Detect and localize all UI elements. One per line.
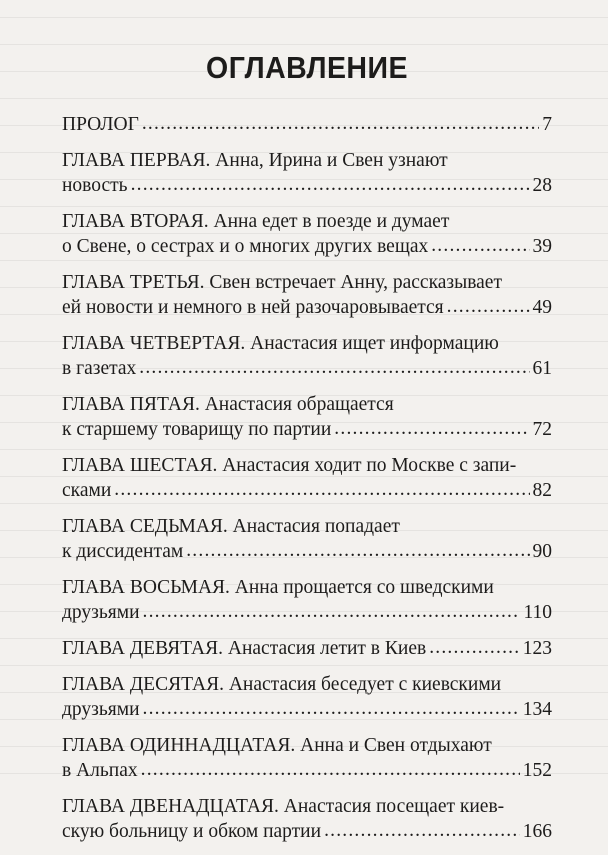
toc-entry-title: ГЛАВА СЕДЬМАЯ. Анастасия попадает: [62, 516, 400, 537]
toc-entry-title: ГЛАВА ВТОРАЯ. Анна едет в поезде и думает: [62, 211, 450, 232]
dot-leader: [141, 757, 520, 782]
toc-entry-line: [62, 697, 552, 722]
toc-entry-chapter-9[interactable]: [62, 636, 552, 661]
dot-leader: [114, 477, 529, 502]
toc-entry-chapter-5[interactable]: [62, 392, 552, 442]
toc-entry-line: [62, 819, 552, 844]
toc-entry-chapter-2[interactable]: [62, 209, 552, 259]
toc-entry-line: [62, 417, 552, 442]
toc-entry-line: [62, 173, 552, 198]
toc-entry-chapter-6[interactable]: [62, 453, 552, 503]
toc-entry-chapter-3[interactable]: [62, 270, 552, 320]
toc-entry-title-cont: скую больницу и обком партии: [62, 821, 322, 842]
toc-entry-chapter-8[interactable]: [62, 575, 552, 625]
toc-entry-line: [62, 234, 552, 259]
toc-entry-title: ГЛАВА ШЕСТАЯ. Анастасия ходит по Москве с запи-: [62, 455, 517, 476]
toc-entry-chapter-12[interactable]: [62, 794, 552, 844]
toc-page-number: 82: [532, 480, 552, 501]
toc-page-number: 110: [523, 602, 552, 623]
toc-page-number: 134: [522, 699, 552, 720]
toc-entry-prologue[interactable]: [62, 112, 552, 137]
toc-entry-title: ГЛАВА ДВЕНАДЦАТАЯ. Анастасия посещает киев-: [62, 796, 505, 817]
toc-entry-line: [62, 758, 552, 783]
toc-entry-line: [62, 295, 552, 320]
toc-page-number: 152: [522, 760, 552, 781]
toc-page-number: 7: [542, 114, 552, 135]
toc-entry-chapter-7[interactable]: [62, 514, 552, 564]
toc-page-number: 72: [532, 419, 552, 440]
toc-entry-title: ГЛАВА ТРЕТЬЯ. Свен встречает Анну, рассказывает: [62, 272, 502, 293]
dot-leader: [186, 538, 529, 563]
toc-entry-title: ГЛАВА ЧЕТВЕРТАЯ. Анастасия ищет информацию: [62, 333, 499, 354]
toc-page-number: 61: [532, 358, 552, 379]
dot-leader: [429, 635, 520, 660]
toc-entry-title-cont: друзьями: [62, 699, 140, 720]
toc-entry-line: [62, 356, 552, 381]
toc-entry-title-cont: к старшему товарищу по партии: [62, 419, 332, 440]
toc-entry-title: ПРОЛОГ: [62, 114, 139, 135]
toc-entry-title-cont: новость: [62, 175, 128, 196]
dot-leader: [143, 696, 520, 721]
toc-entry-title-cont: друзьями: [62, 602, 140, 623]
toc-entry-chapter-1[interactable]: [62, 148, 552, 198]
toc-entry-title: ГЛАВА ДЕСЯТАЯ. Анастасия беседует с киевскими: [62, 674, 502, 695]
toc-page-number: 49: [532, 297, 552, 318]
toc-page-number: 28: [532, 175, 552, 196]
toc-entry-line: [62, 112, 552, 137]
toc-page-number: 123: [522, 638, 552, 659]
toc-entry-chapter-10[interactable]: [62, 672, 552, 722]
dot-leader: [142, 111, 539, 136]
toc-entry-title-cont: о Свене, о сестрах и о многих других вещах: [62, 236, 429, 257]
toc-entry-chapter-4[interactable]: [62, 331, 552, 381]
dot-leader: [143, 599, 521, 624]
dot-leader: [447, 294, 530, 319]
dot-leader: [334, 416, 529, 441]
toc-page-number: 39: [532, 236, 552, 257]
toc-entry-title-cont: ей новости и немного в ней разочаровывается: [62, 297, 444, 318]
dot-leader: [139, 355, 529, 380]
toc-entry-chapter-11[interactable]: [62, 733, 552, 783]
toc-entry-title: ГЛАВА ПЯТАЯ. Анастасия обращается: [62, 394, 394, 415]
dot-leader: [324, 818, 520, 843]
toc-entry-title-cont: сками: [62, 480, 112, 501]
toc-entry-title-cont: в газетах: [62, 358, 137, 379]
toc-entry-line: [62, 478, 552, 503]
toc-entry-title-cont: в Альпах: [62, 760, 138, 781]
toc-entry-line: [62, 636, 552, 661]
toc-entry-title: ГЛАВА ОДИННАДЦАТАЯ. Анна и Свен отдыхают: [62, 735, 492, 756]
toc-entry-title: ГЛАВА ВОСЬМАЯ. Анна прощается со шведскими: [62, 577, 494, 598]
dot-leader: [431, 233, 529, 258]
toc-entry-line: [62, 600, 552, 625]
toc-list: [62, 112, 552, 844]
toc-page: [62, 48, 552, 855]
toc-entry-title: ГЛАВА ДЕВЯТАЯ. Анастасия летит в Киев: [62, 638, 427, 659]
page-title: ОГЛАВЛЕНИЕ: [206, 50, 408, 85]
toc-entry-line: [62, 539, 552, 564]
toc-page-number: 90: [532, 541, 552, 562]
toc-entry-title-cont: к диссидентам: [62, 541, 184, 562]
toc-page-number: 166: [522, 821, 552, 842]
toc-entry-title: ГЛАВА ПЕРВАЯ. Анна, Ирина и Свен узнают: [62, 150, 448, 171]
dot-leader: [131, 172, 530, 197]
